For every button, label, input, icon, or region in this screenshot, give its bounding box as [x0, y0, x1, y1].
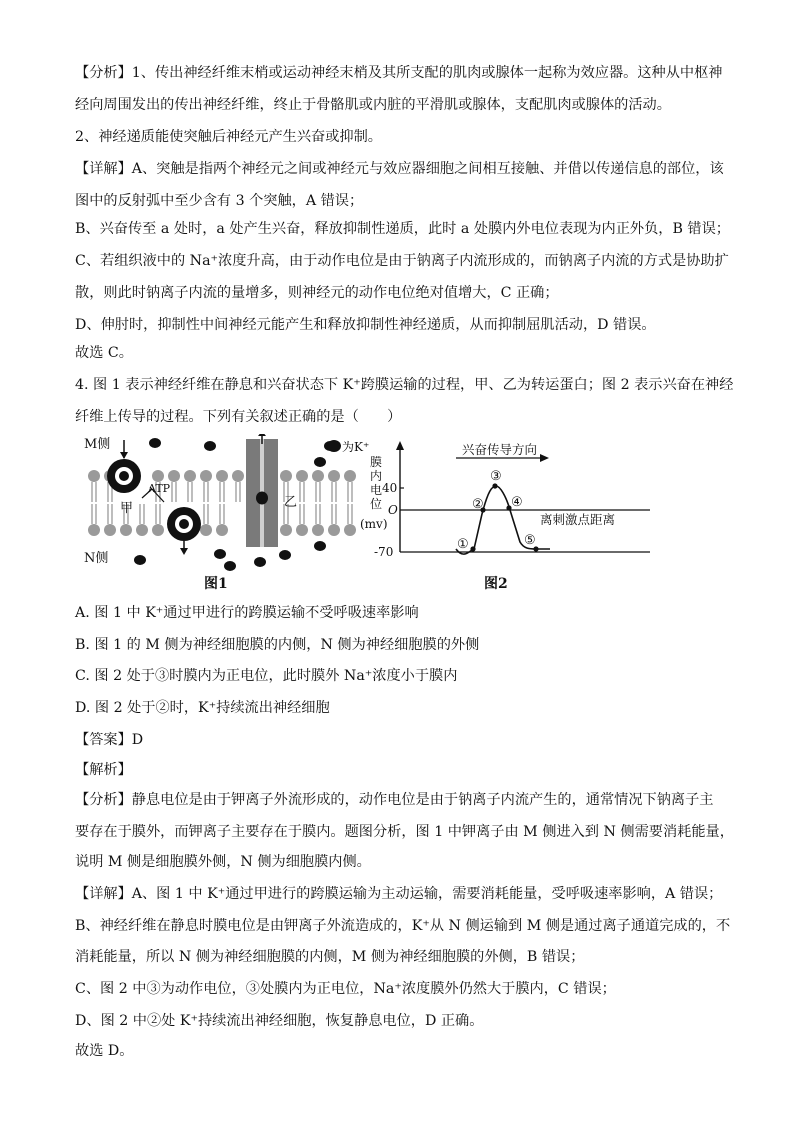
- detail-line-2: 图中的反射弧中至少含有 3 个突触，A 错误；: [75, 193, 364, 209]
- option-c: C. 图 2 处于③时膜内为正电位，此时膜外 Na⁺浓度小于膜内: [75, 668, 458, 684]
- tick-40: 40: [382, 481, 398, 495]
- point-5-label: ⑤: [524, 533, 536, 548]
- option-d: D. 图 2 处于②时，K⁺持续流出神经细胞: [75, 700, 330, 716]
- q4-conclusion: 故选 D。: [75, 1043, 134, 1059]
- action-potential-curve: [456, 486, 550, 554]
- q4-analysis-line-2: 要存在于膜外，而钾离子主要存在于膜内。题图分析，图 1 中钾离子由 M 侧进入到 N 侧需要消耗能量，: [75, 824, 734, 840]
- detail-line-5: 散，则此时钠离子内流的量增多，则神经元的动作电位绝对值增大，C 正确；: [75, 285, 559, 301]
- tick-0: O: [388, 503, 398, 517]
- q4-detail-line-4: C、图 2 中③为动作电位，③处膜内为正电位，Na⁺浓度膜外仍然大于膜内，C 错误；: [75, 981, 616, 997]
- q4-detail-line-5: D、图 2 中②处 K⁺持续流出神经细胞，恢复静息电位，D 正确。: [75, 1013, 484, 1029]
- ylabel-char-2: 内: [370, 469, 383, 483]
- option-b: B. 图 1 的 M 侧为神经细胞膜的内侧，N 侧为神经细胞膜的外侧: [75, 637, 480, 653]
- point-3-marker: [492, 483, 497, 488]
- x-axis-label: 离刺激点距离: [540, 512, 616, 527]
- n-side-label: N侧: [84, 551, 109, 566]
- tick-minus70: -70: [374, 545, 394, 559]
- q4-analysis-line-3: 说明 M 侧是细胞膜外侧，N 侧为细胞膜内侧。: [75, 854, 371, 870]
- point-2-label: ②: [472, 497, 484, 512]
- detail-line-4: C、若组织液中的 Na⁺浓度升高，由于动作电位是由于钠离子内流形成的，而钠离子内流的方式是协助扩: [75, 253, 729, 269]
- conclusion-c: 故选 C。: [75, 345, 133, 361]
- k-ion-legend-icon: [327, 440, 341, 452]
- figure-2-caption: 图2: [484, 576, 508, 592]
- ylabel-char-4: 位: [370, 497, 383, 511]
- k-legend-label: 为K⁺: [342, 440, 370, 454]
- direction-label: 兴奋传导方向: [462, 442, 538, 457]
- analysis-line-3: 2、神经递质能使突触后神经元产生兴奋或抑制。: [75, 129, 382, 145]
- q4-analysis-line-1: 【分析】静息电位是由于钾离子外流形成的，动作电位是由于钠离子内流产生的，通常情况下钠离子主: [75, 792, 714, 808]
- figure-2: [360, 436, 660, 592]
- q4-detail-line-1: 【详解】A、图 1 中 K⁺通过甲进行的跨膜运输为主动运输，需要消耗能量，受呼吸速率影响，A 错误；: [75, 886, 723, 902]
- figure-1-caption: 图1: [204, 576, 228, 592]
- q4-detail-line-2: B、神经纤维在静息时膜电位是由钾离子外流造成的，K⁺从 N 侧运输到 M 侧是通过离子通道完成的，不: [75, 918, 731, 934]
- point-4-label: ④: [511, 495, 523, 510]
- analysis-line-1: 【分析】1、传出神经纤维末梢或运动神经末梢及其所支配的肌肉或腺体一起称为效应器。这种从中枢神: [75, 65, 723, 81]
- ylabel-char-3: 电: [370, 483, 383, 497]
- point-3-label: ③: [490, 469, 502, 484]
- ylabel-unit: (mv): [360, 517, 388, 531]
- m-side-label: M侧: [84, 437, 111, 452]
- analysis-line-2: 经向周围发出的传出神经纤维，终止于骨骼肌或内脏的平滑肌或腺体，支配肌肉或腺体的活动。: [75, 97, 671, 113]
- question-stem-line-2: 纤维上传导的过程。下列有关叙述正确的是（ ）: [75, 409, 402, 425]
- explanation-heading: 【解析】: [75, 762, 132, 778]
- detail-line-6: D、伸肘时，抑制性中间神经元能产生和释放抑制性神经递质，从而抑制屈肌活动，D 错误。: [75, 317, 656, 333]
- detail-line-3: B、兴奋传至 a 处时，a 处产生兴奋，释放抑制性递质，此时 a 处膜内外电位表现为内正外负，B 错误；: [75, 221, 730, 237]
- q4-detail-line-3: 消耗能量，所以 N 侧为神经细胞膜的内侧，M 侧为神经细胞膜的外侧，B 错误；: [75, 949, 585, 965]
- ylabel-char-1: 膜: [370, 455, 383, 469]
- detail-line-1: 【详解】A、突触是指两个神经元之间或神经元与效应器细胞之间相互接触、并借以传递信息的部位，该: [75, 161, 724, 177]
- option-a: A. 图 1 中 K⁺通过甲进行的跨膜运输不受呼吸速率影响: [75, 605, 419, 621]
- atp-label: ATP: [148, 482, 171, 495]
- point-1-marker: [470, 546, 475, 551]
- point-1-label: ①: [457, 537, 469, 552]
- jia-label: 甲: [120, 501, 134, 516]
- figure-1: [80, 434, 383, 592]
- answer: 【答案】D: [75, 732, 144, 748]
- question-stem-line-1: 4. 图 1 表示神经纤维在静息和兴奋状态下 K⁺跨膜运输的过程，甲、乙为转运蛋白；图 2 表示兴奋在神经: [75, 377, 734, 393]
- yi-label: 乙: [284, 495, 298, 510]
